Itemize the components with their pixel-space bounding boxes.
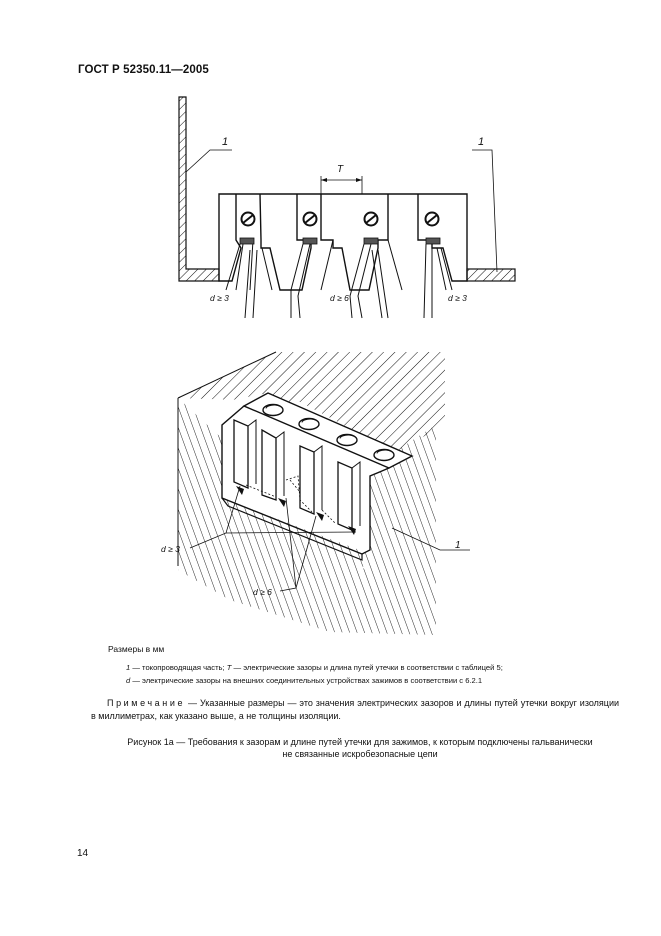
legend-symbol-T: T (226, 663, 232, 672)
label-1-left: 1 (222, 136, 229, 148)
page-header: ГОСТ Р 52350.11—2005 (78, 64, 209, 76)
legend-line-1 (126, 663, 503, 672)
label-d6: d ≥ 6 (330, 293, 349, 303)
legend-symbol-d: d (126, 676, 131, 685)
screw-1 (242, 213, 255, 226)
label-T: T (337, 164, 344, 175)
label-d3-left: d ≥ 3 (210, 293, 229, 303)
iso-label-d6: d ≥ 6 (253, 587, 272, 597)
screw-2 (304, 213, 317, 226)
figure-caption (60, 736, 660, 760)
iso-label-1: 1 (455, 540, 461, 551)
caption-line-2: не связанные искробезопасные цепи (282, 749, 438, 759)
screw-4 (426, 213, 439, 226)
caption-line-1: Рисунок 1а — Требования к зазорам и длине путей утечки для зажимов, к которым подключены гальванически (127, 737, 593, 747)
page-number: 14 (77, 848, 89, 859)
units-note: Размеры в мм (108, 644, 165, 654)
note-paragraph (91, 697, 619, 723)
iso-label-d3: d ≥ 3 (161, 544, 180, 554)
legend-text-T: — электрические зазоры и длина путей утечки в соответствии с таблицей 5; (231, 663, 503, 672)
legend-text-d: — электрические зазоры на внешних соединительных устройствах зажимов в соответствии с 6.2.1 (130, 676, 483, 685)
section-view (179, 97, 515, 318)
screw-3 (365, 213, 378, 226)
label-d3-right: d ≥ 3 (448, 293, 467, 303)
note-heading: Примечание (107, 698, 186, 708)
legend-line-2 (126, 676, 482, 685)
legend-symbol-1: 1 (126, 663, 131, 672)
right-conductive-part (467, 269, 515, 281)
isometric-view (161, 352, 470, 635)
label-1-right: 1 (478, 136, 485, 148)
left-conductive-part (179, 97, 219, 281)
legend-text-1: — токопроводящая часть; (130, 663, 227, 672)
note-text: — Указанные размеры — это значения электрических зазоров и длины путей утечки вокруг изоляции в миллиметрах, как указано выше, а не толщины изоляции. (91, 698, 619, 721)
